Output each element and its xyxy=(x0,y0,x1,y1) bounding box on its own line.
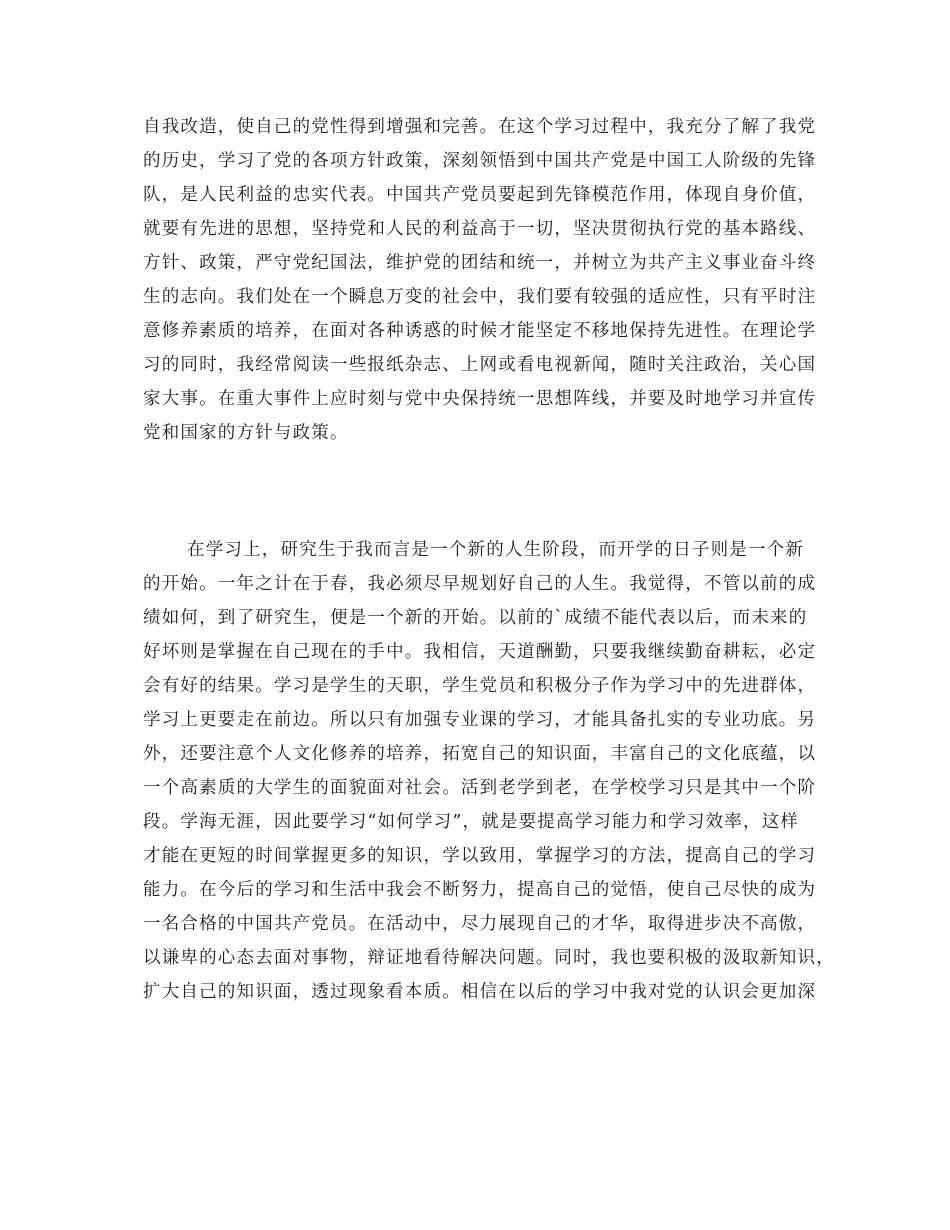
paragraph-line: 才能在更短的时间掌握更多的知识，学以致用，掌握学习的方法，提高自己的学习 xyxy=(143,846,817,866)
paragraph-line: 一个高素质的大学生的面貌面对社会。活到老学到老，在学校学习只是其中一个阶 xyxy=(143,778,817,798)
paragraph-1 xyxy=(143,110,815,450)
paragraph-line: 方针、政策，严守党纪国法，维护党的团结和统一，并树立为共产主义事业奋斗终 xyxy=(143,253,817,273)
paragraph-line: 绩如何，到了研究生，便是一个新的开始。以前的`成绩不能代表以后，而未来的 xyxy=(143,608,808,628)
paragraph-line: 意修养素质的培养，在面对各种诱惑的时候才能坚定不移地保持先进性。在理论学 xyxy=(143,321,817,341)
paragraph-line: 段。学海无涯，因此要学习“如何学习”，就是要提高学习能力和学习效率，这样 xyxy=(143,812,800,832)
paragraph-line: 队，是人民利益的忠实代表。中国共产党员要起到先锋模范作用，体现自身价值， xyxy=(143,185,817,205)
paragraph-line: 外，还要注意个人文化修养的培养，拓宽自己的知识面，丰富自己的文化底蕴，以 xyxy=(143,744,817,764)
paragraph-line: 一名合格的中国共产党员。在活动中，尽力展现自己的才华，取得进步决不高傲， xyxy=(143,914,817,934)
paragraph-line: 家大事。在重大事件上应时刻与党中央保持统一思想阵线，并要及时地学习并宣传 xyxy=(143,389,817,409)
paragraph-line: 学习上更要走在前边。所以只有加强专业课的学习，才能具备扎实的专业功底。另 xyxy=(143,710,817,730)
paragraph-line: 在学习上，研究生于我而言是一个新的人生阶段，而开学的日子则是一个新 xyxy=(187,540,805,560)
paragraph-line: 的历史，学习了党的各项方针政策，深刻领悟到中国共产党是中国工人阶级的先锋 xyxy=(143,151,817,171)
paragraph-line: 就要有先进的思想，坚持党和人民的利益高于一切，坚决贯彻执行党的基本路线、 xyxy=(143,219,817,239)
paragraph-line: 生的志向。我们处在一个瞬息万变的社会中，我们要有较强的适应性，只有平时注 xyxy=(143,287,817,307)
paragraph-line: 以谦卑的心态去面对事物，辩证地看待解决问题。同时，我也要积极的汲取新知识， xyxy=(143,948,835,968)
paragraph-line: 扩大自己的知识面，透过现象看本质。相信在以后的学习中我对党的认识会更加深 xyxy=(143,982,817,1002)
paragraph-line: 习的同时，我经常阅读一些报纸杂志、上网或看电视新闻，随时关注政治，关心国 xyxy=(143,355,817,375)
paragraph-2 xyxy=(143,533,835,1009)
paragraph-line: 好坏则是掌握在自己现在的手中。我相信，天道酬勤，只要我继续勤奋耕耘，必定 xyxy=(143,642,817,662)
paragraph-line: 党和国家的方针与政策。 xyxy=(143,423,349,443)
paragraph-line: 的开始。一年之计在于春，我必须尽早规划好自己的人生。我觉得，不管以前的成 xyxy=(143,574,817,594)
paragraph-line: 自我改造，使自己的党性得到增强和完善。在这个学习过程中，我充分了解了我党 xyxy=(143,117,817,137)
paragraph-line: 会有好的结果。学习是学生的天职，学生党员和积极分子作为学习中的先进群体， xyxy=(143,676,817,696)
paragraph-line: 能力。在今后的学习和生活中我会不断努力，提高自己的觉悟，使自己尽快的成为 xyxy=(143,880,817,900)
